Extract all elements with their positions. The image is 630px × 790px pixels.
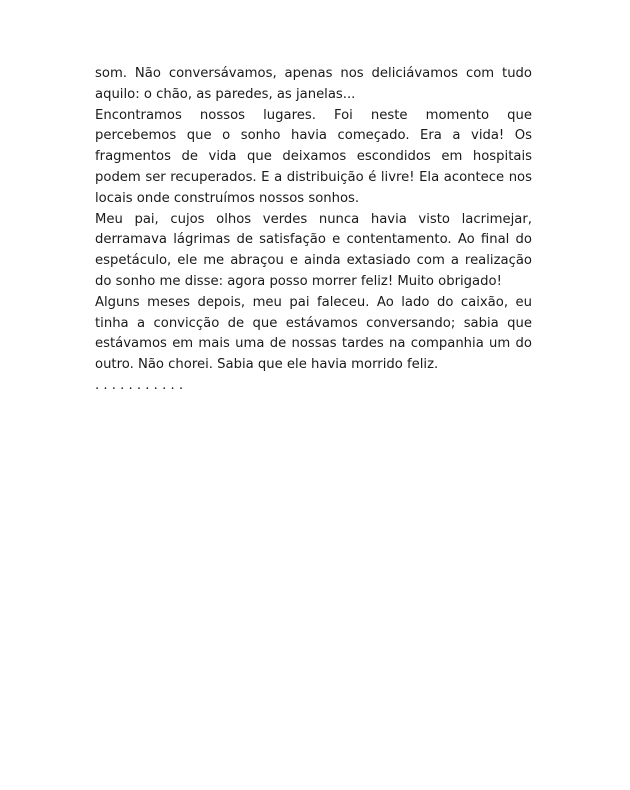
paragraph-4: Alguns meses depois, meu pai faleceu. Ao lado do caixão, eu tinha a convicção de que estávamos conversando; sabia que estávamos em mais uma de nossas tardes na companhia um do outro. Não chorei. Sabia que ele havia morrido feliz. — [95, 294, 532, 373]
paragraph-3: Meu pai, cujos olhos verdes nunca havia visto lacrimejar, derramava lágrimas de satisfação e contentamento. Ao final do espetáculo, ele me abraçou e ainda extasiado com a realização do sonho me disse: agora posso morrer feliz! Muito obrigado! — [95, 211, 532, 289]
paragraph-2: Encontramos nossos lugares. Foi neste momento que percebemos que o sonho havia começado. Era a vida! Os fragmentos de vida que deixamos escondidos em hospitais podem ser recuperados. E a distribuição é livre! Ela acontece nos locais onde construímos nossos sonhos. — [95, 107, 532, 206]
ellipsis-separator: . . . . . . . . . . . — [95, 377, 184, 393]
body-text — [95, 64, 532, 397]
paragraph-1: som. Não conversávamos, apenas nos deliciávamos com tudo aquilo: o chão, as paredes, as janelas... — [95, 66, 532, 102]
